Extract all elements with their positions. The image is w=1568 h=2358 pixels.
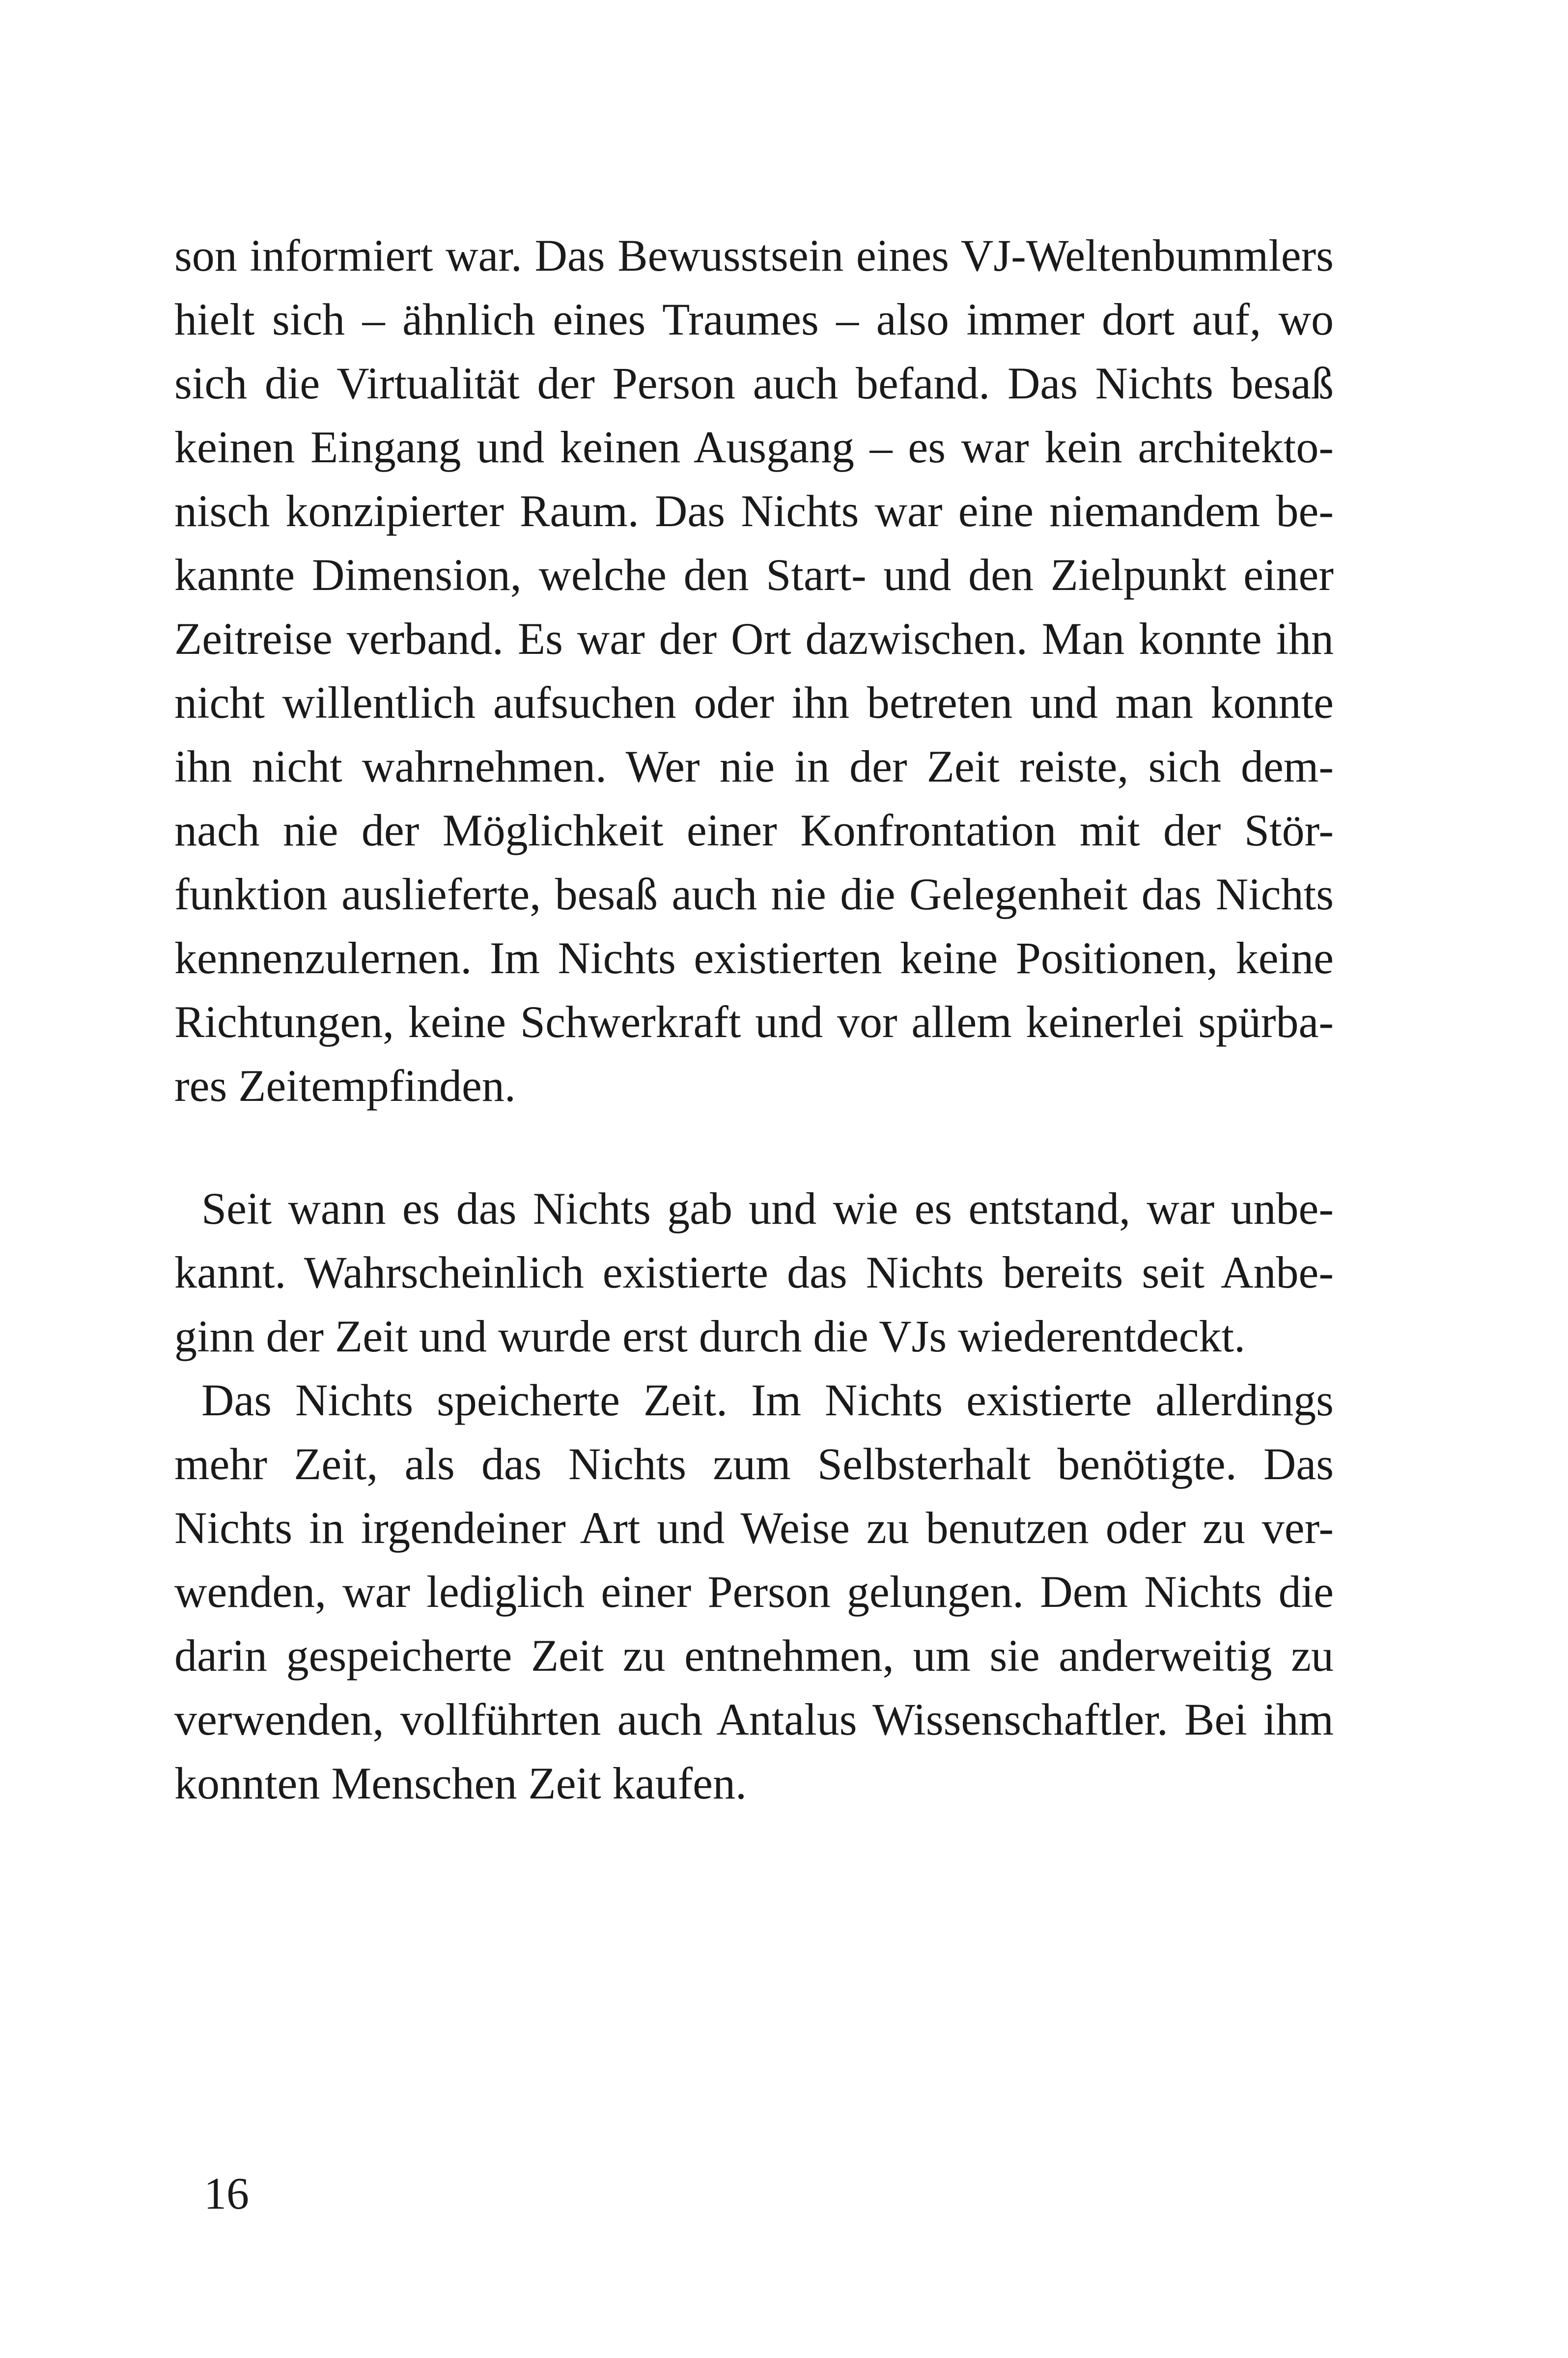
text-line: son informiert war. Das Bewusstsein eines VJ-Weltenbummlers: [174, 230, 1334, 281]
text-line: konnten Menschen Zeit kaufen.: [174, 1758, 747, 1808]
text-line: kannt. Wahrscheinlich existierte das Nichts bereits seit Anbe-: [174, 1247, 1334, 1297]
text-line: Das Nichts speicherte Zeit. Im Nichts existierte allerdings: [201, 1375, 1334, 1425]
text-line: res Zeitempfinden.: [174, 1061, 516, 1111]
text-line: mehr Zeit, als das Nichts zum Selbsterhalt benötigte. Das: [174, 1439, 1334, 1489]
text-line: sich die Virtualität der Person auch befand. Das Nichts besaß: [174, 358, 1334, 408]
text-line: nach nie der Möglichkeit einer Konfrontation mit der Stör-: [174, 805, 1334, 855]
text-line: Zeitreise verband. Es war der Ort dazwischen. Man konnte ihn: [174, 614, 1334, 664]
text-line: verwenden, vollführten auch Antalus Wissenschaftler. Bei ihm: [174, 1694, 1334, 1744]
text-line: wenden, war lediglich einer Person gelungen. Dem Nichts die: [174, 1567, 1334, 1617]
text-line: hielt sich – ähnlich eines Traumes – also immer dort auf, wo: [174, 294, 1334, 344]
text-line: kennenzulernen. Im Nichts existierten keine Positionen, keine: [174, 933, 1334, 983]
text-line: keinen Eingang und keinen Ausgang – es war kein architekto-: [174, 422, 1334, 472]
text-line: Nichts in irgendeiner Art und Weise zu benutzen oder zu ver-: [174, 1503, 1334, 1553]
text-line: ihn nicht wahrnehmen. Wer nie in der Zeit reiste, sich dem-: [174, 741, 1334, 791]
text-line: funktion auslieferte, besaß auch nie die Gelegenheit das Nichts: [174, 869, 1334, 919]
text-line: Seit wann es das Nichts gab und wie es entstand, war unbe-: [201, 1183, 1334, 1234]
text-line: ginn der Zeit und wurde erst durch die VJs wiederentdeckt.: [174, 1311, 1246, 1361]
text-line: Richtungen, keine Schwerkraft und vor allem keinerlei spürba-: [174, 997, 1334, 1047]
text-line: nicht willentlich aufsuchen oder ihn betreten und man konnte: [174, 677, 1334, 728]
page-number: 16: [204, 2168, 249, 2218]
text-line: kannte Dimension, welche den Start- und den Zielpunkt einer: [174, 550, 1334, 600]
text-line: nisch konzipierter Raum. Das Nichts war eine niemandem be-: [174, 486, 1334, 536]
text-line: darin gespeicherte Zeit zu entnehmen, um sie anderweitig zu: [174, 1630, 1334, 1681]
